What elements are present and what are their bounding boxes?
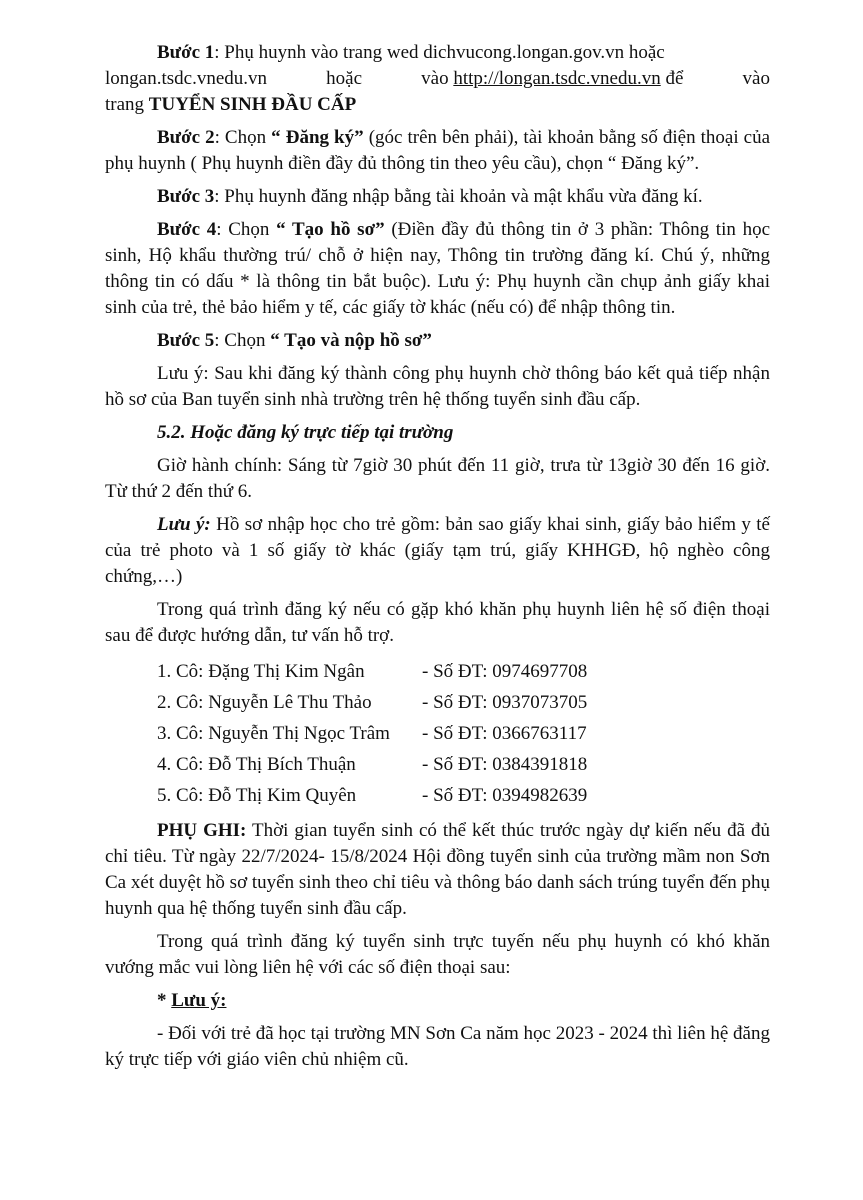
step1-page-line (105, 92, 770, 118)
contact-name: 4. Cô: Đỗ Thị Bích Thuận (157, 754, 356, 775)
step1-into: vào (421, 68, 449, 89)
step5-paragraph (105, 328, 770, 354)
step1-line1 (105, 40, 770, 66)
contact-name: 5. Cô: Đỗ Thị Kim Quyên (157, 785, 357, 806)
step4-action: “ Tạo hồ sơ” (276, 219, 385, 240)
contact-name: 1. Cô: Đặng Thị Kim Ngân (157, 661, 365, 682)
ps-paragraph (105, 818, 770, 922)
contact-name: 3. Cô: Nguyễn Thị Ngọc Trâm (157, 723, 390, 744)
step1-page-name: TUYỂN SINH ĐẦU CẤP (148, 94, 357, 115)
step5-label: Bước 5 (157, 330, 215, 351)
step2-text: (góc trên bên phải), tài khoản bằng số điện thoại của phụ huynh ( Phụ huynh điền đầy đủ thông tin theo yêu cầu), chọn “ Đăng ký”. (105, 127, 771, 174)
step3-label: Bước 3 (157, 186, 215, 207)
ps-text: Thời gian tuyển sinh có thể kết thúc trước ngày dự kiến nếu đã đủ chỉ tiêu. Từ ngày 22/7/2024- 15/8/2024 Hội đồng tuyển sinh của trường mầm non Sơn Ca xét duyệt hồ sơ tuyển sinh theo chỉ tiêu và thông báo danh sách trúng tuyển đến phụ huynh qua hệ thống tuyển sinh đầu cấp. (105, 820, 771, 919)
contact-item (157, 718, 770, 749)
step3-text: : Phụ huynh đăng nhập bằng tài khoản và mật khẩu vừa đăng kí. (214, 186, 703, 207)
step1-to: để (665, 68, 684, 89)
ps-label: PHỤ GHI: (157, 820, 247, 841)
contact-phone: - Số ĐT: 0384391818 (422, 754, 588, 775)
support-intro: Trong quá trình đăng ký nếu có gặp khó khăn phụ huynh liên hệ số điện thoại sau để được hướng dẫn, tư vấn hỗ trợ. (105, 599, 770, 646)
step5-action: “ Tạo và nộp hồ sơ” (270, 330, 432, 351)
note2-label: Lưu ý: (157, 514, 211, 535)
contact-phone: - Số ĐT: 0974697708 (422, 661, 588, 682)
step2-action: “ Đăng ký” (271, 127, 364, 148)
step2-label: Bước 2 (157, 127, 215, 148)
step1-site: longan.tsdc.vnedu.vn (105, 68, 268, 89)
note2-paragraph (105, 512, 770, 590)
contact-name: 2. Cô: Nguyễn Lê Thu Thảo (157, 692, 372, 713)
step4-text: (Điền đầy đủ thông tin ở 3 phần: Thông tin học sinh, Hộ khẩu thường trú/ chỗ ở hiện nay, Thông tin trường đăng kí. Chú ý, những thông tin có dấu * là thông tin bắt buộc). Lưu ý: Phụ huynh cần chụp ảnh giấy khai sinh của trẻ, thẻ bảo hiểm y tế, các giấy tờ khác (nếu có) để nhập thông tin. (105, 219, 771, 318)
step1-into2: vào (742, 68, 770, 89)
contact-item (157, 687, 770, 718)
section-5-2-heading: 5.2. Hoặc đăng ký trực tiếp tại trường (157, 422, 454, 443)
step3-paragraph (105, 184, 770, 210)
note3-heading (105, 988, 770, 1014)
step4-paragraph (105, 217, 770, 321)
online-intro: Trong quá trình đăng ký tuyển sinh trực tuyến nếu phụ huynh có khó khăn vướng mắc vui lòng liên hệ với các số điện thoại sau: (105, 931, 770, 978)
step1-label: Bước 1 (157, 42, 215, 63)
step5-pre: : Chọn (214, 330, 266, 351)
tsdc-link[interactable]: http://longan.tsdc.vnedu.vn (453, 68, 661, 89)
hours-paragraph: Giờ hành chính: Sáng từ 7giờ 30 phút đến 11 giờ, trưa từ 13giờ 30 đến 16 giờ. Từ thứ 2 đến thứ 6. (105, 455, 770, 502)
note3-star: * (157, 990, 172, 1011)
note3-label: Lưu ý: (171, 990, 227, 1011)
contact-item (157, 656, 770, 687)
step1-url-line (105, 66, 770, 92)
note3-text: - Đối với trẻ đã học tại trường MN Sơn Ca năm học 2023 - 2024 thì liên hệ đăng ký trực tiếp với giáo viên chủ nhiệm cũ. (105, 1023, 770, 1070)
contact-phone: - Số ĐT: 0366763117 (422, 723, 587, 744)
step2-paragraph (105, 125, 770, 177)
note2-text: Hồ sơ nhập học cho trẻ gồm: bản sao giấy khai sinh, giấy bảo hiểm y tế của trẻ photo và 1 số giấy tờ khác (giấy tạm trú, giấy KHHGĐ, hộ nghèo công chứng,…) (105, 514, 770, 587)
contact-item (157, 780, 770, 811)
step1-page-word: trang (105, 94, 145, 115)
step1-text: : Phụ huynh vào trang wed dichvucong.longan.gov.vn hoặc (214, 42, 665, 63)
note1-paragraph: Lưu ý: Sau khi đăng ký thành công phụ huynh chờ thông báo kết quả tiếp nhận hồ sơ của Ban tuyển sinh nhà trường trên hệ thống tuyển sinh đầu cấp. (105, 363, 770, 410)
step2-pre: : Chọn (214, 127, 267, 148)
contact-item (157, 749, 770, 780)
contact-phone: - Số ĐT: 0937073705 (422, 692, 588, 713)
step1-link-group (421, 66, 683, 92)
step4-label: Bước 4 (157, 219, 217, 240)
step1-or: hoặc (326, 68, 363, 89)
step4-pre: : Chọn (216, 219, 270, 240)
contact-phone: - Số ĐT: 0394982639 (422, 785, 588, 806)
